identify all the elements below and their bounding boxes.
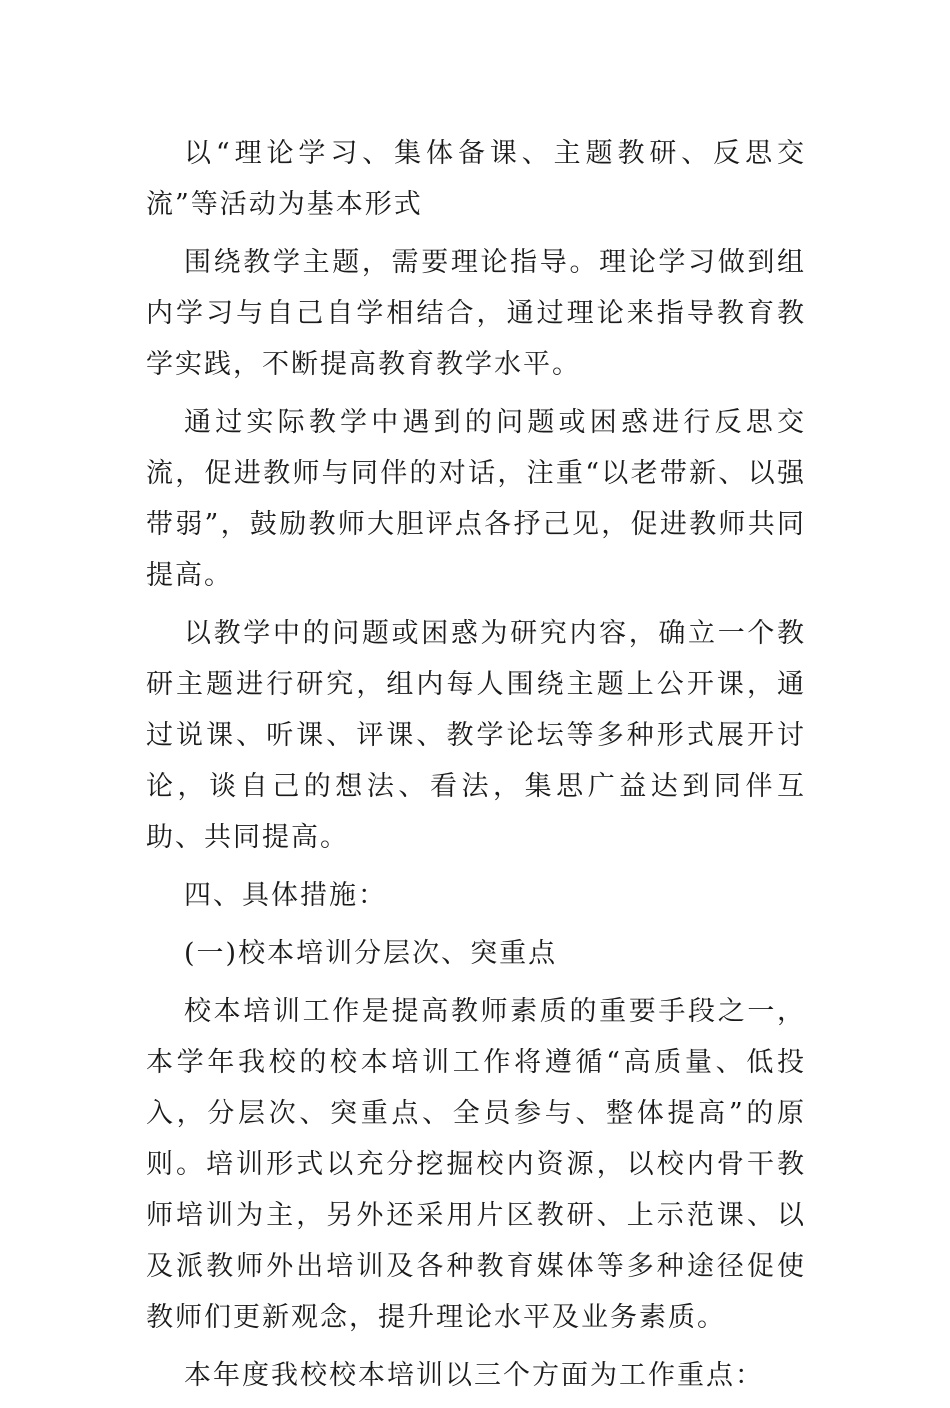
section-heading-measures: 四、具体措施： xyxy=(184,880,387,911)
subsection-heading-training: (一)校本培训分层次、突重点 xyxy=(184,938,558,969)
paragraph-activity-forms: 以“理论学习、集体备课、主题教研、反思交流”等活动为基本形式 xyxy=(146,138,806,220)
paragraph-reflection-exchange: 通过实际教学中遇到的问题或困惑进行反思交流，促进教师与同伴的对话，注重“以老带新、以强带弱”，鼓励教师大胆评点各抒己见，促进教师共同提高。 xyxy=(146,407,806,591)
document-body xyxy=(146,128,806,1408)
paragraph-training-focus: 本年度我校校本培训以三个方面为工作重点： xyxy=(184,1360,764,1391)
paragraph-school-training: 校本培训工作是提高教师素质的重要手段之一，本学年我校的校本培训工作将遵循“高质量、低投入，分层次、突重点、全员参与、整体提高”的原则。培训形式以充分挖掘校内资源，以校内骨干教师培训为主，另外还采用片区教研、上示范课、以及派教师外出培训及各种教育媒体等多种途径促使教师们更新观念，提升理论水平及业务素质。 xyxy=(146,996,806,1333)
paragraph-theory-study: 围绕教学主题，需要理论指导。理论学习做到组内学习与自己自学相结合，通过理论来指导教育教学实践，不断提高教育教学水平。 xyxy=(146,247,806,380)
paragraph-theme-research: 以教学中的问题或困惑为研究内容，确立一个教研主题进行研究，组内每人围绕主题上公开课，通过说课、听课、评课、教学论坛等多种形式展开讨论，谈自己的想法、看法，集思广益达到同伴互助、共同提高。 xyxy=(146,618,806,853)
